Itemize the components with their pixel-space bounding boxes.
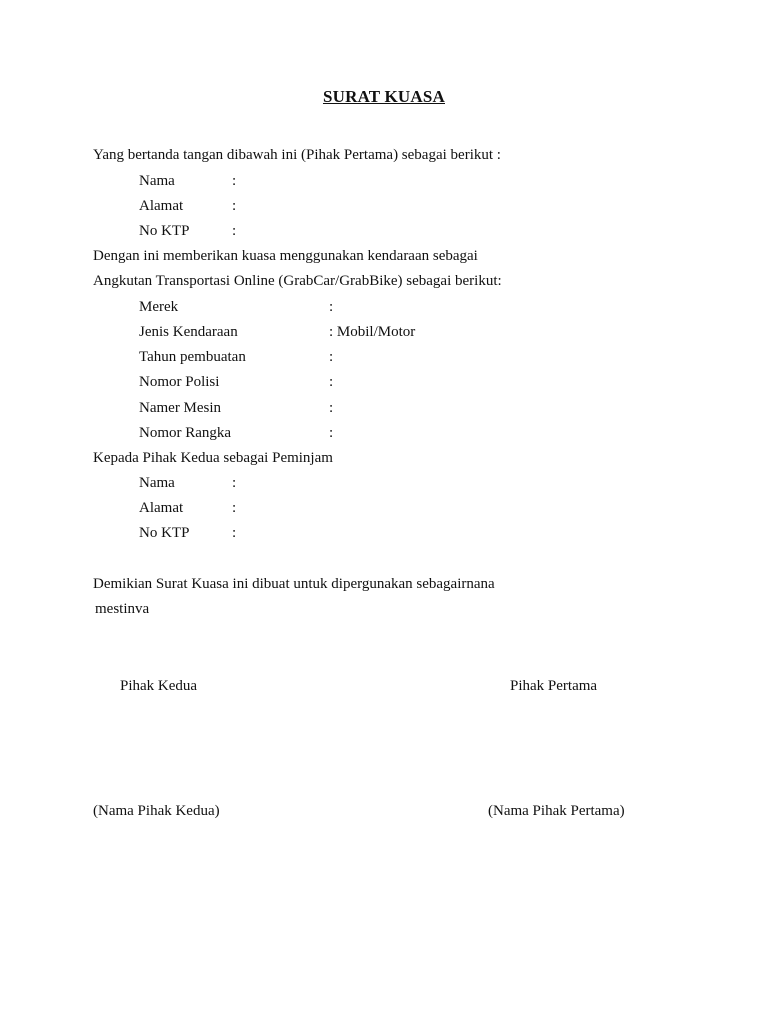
field-label: No KTP [139, 525, 190, 541]
pihak-kedua-intro: Kepada Pihak Kedua sebagai Peminjam [93, 450, 333, 466]
signature-role-right: Pihak Pertama [510, 678, 598, 694]
field-row [139, 424, 333, 442]
field-label: Tahun pembuatan [139, 349, 246, 365]
field-row [139, 474, 236, 492]
field-label: Nomor Polisi [139, 374, 220, 390]
field-value: : [329, 400, 334, 416]
field-row [139, 524, 236, 542]
field-label: Nomor Rangka [139, 425, 232, 441]
field-label: Namer Mesin [139, 400, 222, 416]
field-value: : [232, 475, 237, 491]
field-value: : [232, 525, 237, 541]
field-label: Alamat [139, 500, 184, 516]
field-label: Nama [139, 173, 175, 189]
field-label: No KTP [139, 223, 190, 239]
field-row [139, 499, 236, 517]
document-title: SURAT KUASA [322, 87, 445, 106]
signature-name-left: (Nama Pihak Kedua) [93, 803, 220, 819]
field-row [139, 399, 333, 417]
field-value: : [232, 500, 237, 516]
intro-text: Yang bertanda tangan dibawah ini (Pihak Pertama) sebagai berikut : [93, 147, 501, 163]
field-value: : Mobil/Motor [329, 324, 416, 340]
field-label: Jenis Kendaraan [139, 324, 238, 340]
field-row [139, 222, 236, 240]
field-row [139, 373, 333, 391]
closing-text: Demikian Surat Kuasa ini dibuat untuk dipergunakan sebagairnana [93, 576, 495, 592]
field-value: : [232, 198, 237, 214]
field-value: : [329, 374, 334, 390]
field-label: Merek [139, 299, 179, 315]
signature-name-right: (Nama Pihak Pertama) [488, 803, 625, 819]
field-row [139, 348, 333, 366]
field-value: : [329, 425, 334, 441]
field-row [139, 298, 333, 316]
field-value: : [232, 223, 237, 239]
statement-text: Angkutan Transportasi Online (GrabCar/GrabBike) sebagai berikut: [93, 273, 502, 289]
field-label: Nama [139, 475, 175, 491]
field-value: : [329, 299, 334, 315]
field-value: : [232, 173, 237, 189]
closing-text: mestinva [95, 601, 150, 617]
field-row [139, 172, 236, 190]
field-row [139, 323, 415, 341]
signature-role-left: Pihak Kedua [120, 678, 198, 694]
statement-text: Dengan ini memberikan kuasa menggunakan kendaraan sebagai [93, 248, 478, 264]
field-label: Alamat [139, 198, 184, 214]
field-row [139, 197, 236, 215]
field-value: : [329, 349, 334, 365]
